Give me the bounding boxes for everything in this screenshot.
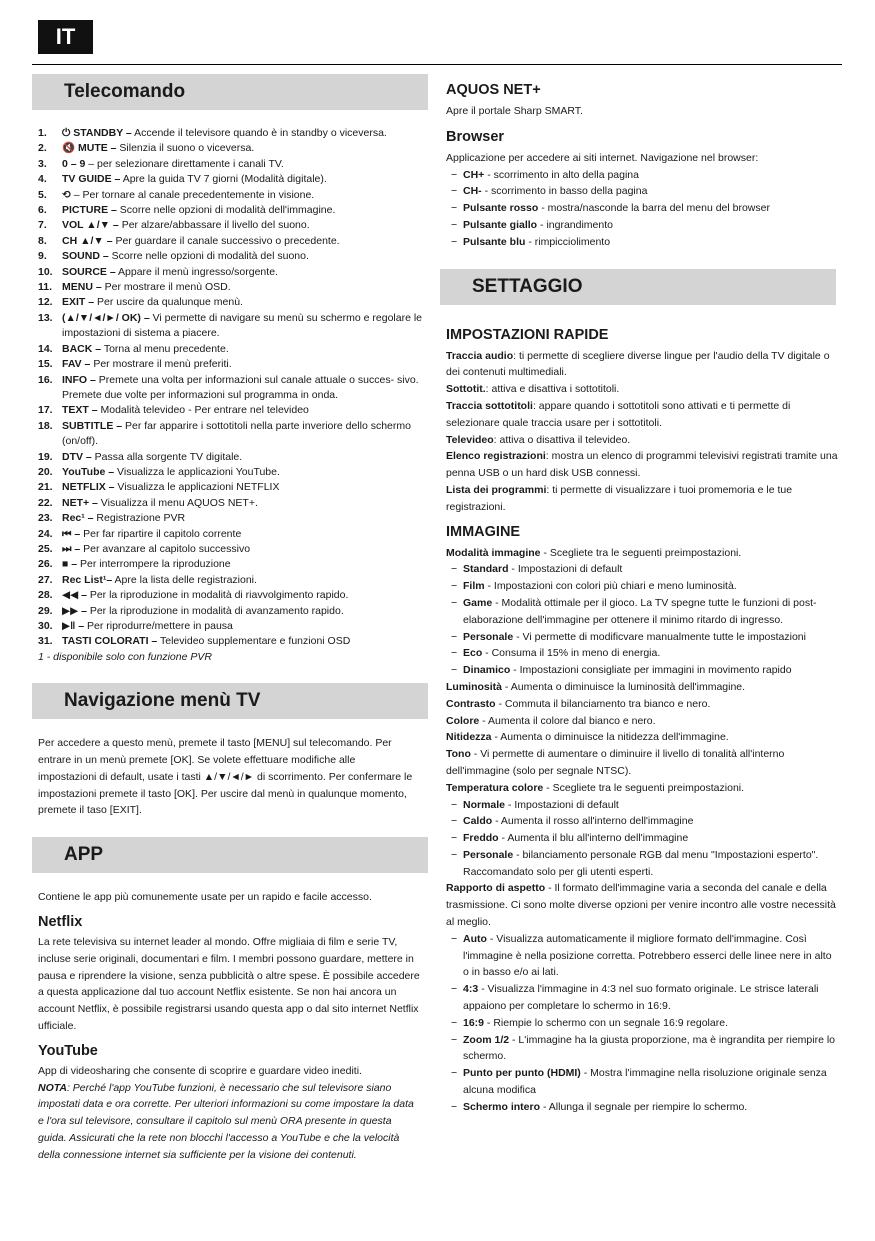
key-label: ⏮ – <box>62 527 81 540</box>
key-label: PICTURE – <box>62 204 117 217</box>
modalita-item-text: - Impostazioni con colori più chiari e meno luminosità. <box>484 580 737 593</box>
rapide-item-text: : attiva o disattiva il televideo. <box>493 433 631 446</box>
item-number: 28. <box>38 589 53 602</box>
immagine-heading: IMMAGINE <box>446 523 521 540</box>
browser-item-label: Pulsante rosso <box>463 202 539 215</box>
key-label: CH ▲/▼ – <box>62 234 113 247</box>
item-number: 27. <box>38 573 53 586</box>
item-number: 12. <box>38 296 53 309</box>
navigazione-title: Navigazione menù TV <box>64 690 261 712</box>
temperatura-item-label: Caldo <box>463 815 493 828</box>
browser-item <box>446 217 838 234</box>
remote-key-list <box>32 126 428 650</box>
key-description: Visualizza le applicazioni NETFLIX <box>114 481 280 494</box>
item-number: 15. <box>38 358 53 371</box>
item-number: 13. <box>38 311 53 324</box>
modalita-item-text: - Consuma il 15% in meno di energia. <box>482 647 661 660</box>
left-column <box>32 74 428 1164</box>
modalita-row: Modalità immagine - Scegliete tra le seguenti preimpostazioni. <box>446 546 742 559</box>
item-number: 19. <box>38 450 53 463</box>
modalita-item-label: Dinamico <box>463 664 511 677</box>
app-title: APP <box>64 844 104 866</box>
item-number: 1. <box>38 127 47 139</box>
remote-key-item <box>32 188 428 203</box>
modalita-list <box>446 561 838 679</box>
aspetto-item <box>446 1015 838 1032</box>
key-label: (▲/▼/◄/►/ OK) – <box>62 311 150 324</box>
item-number: 22. <box>38 496 53 509</box>
browser-item-text: - ingrandimento <box>537 218 613 231</box>
aspetto-item-label: 4:3 <box>463 983 479 996</box>
rapide-list <box>446 348 838 516</box>
key-description: Per far ripartire il capitolo corrente <box>80 527 242 540</box>
key-description: Per avanzare al capitolo successivo <box>80 542 251 555</box>
temperatura-item-text: - Aumenta il rosso all'interno dell'immagine <box>492 815 694 828</box>
item-number: 20. <box>38 465 53 478</box>
immagine-setting <box>446 780 838 797</box>
key-description: Televideo supplementare e funzioni OSD <box>157 635 351 648</box>
app-banner <box>32 837 428 873</box>
browser-item-text: - mostra/nasconde la barra del menu del browser <box>538 202 770 215</box>
browser-item-label: CH+ <box>463 168 485 181</box>
remote-key-item <box>32 496 428 511</box>
remote-key-item <box>32 249 428 264</box>
key-label: ⏻ STANDBY – <box>62 127 132 139</box>
rapide-item <box>446 398 838 432</box>
key-label: INFO – <box>62 373 96 386</box>
remote-key-item <box>32 311 428 342</box>
key-description: Visualizza il menu AQUOS NET+. <box>97 496 258 509</box>
rapide-item-label: Elenco registrazioni <box>446 450 546 463</box>
key-description: Per riprodurre/mettere in pausa <box>84 620 233 632</box>
aquos-heading: AQUOS NET+ <box>446 82 541 98</box>
key-description: Premete una volta per informazioni sul canale attuale o succes- sivo. Premete due volte per informazioni sul programma in onda. <box>62 373 419 401</box>
key-description: Per mostrare il menù preferiti. <box>90 358 232 371</box>
key-description: Scorre nelle opzioni di modalità dell'immagine. <box>116 204 336 217</box>
remote-key-item <box>32 557 428 572</box>
key-label: VOL ▲/▼ – <box>62 219 119 232</box>
browser-item <box>446 200 838 217</box>
modalita-item-text: - Vi permette di modificvare manualmente tutte le impostazioni <box>513 630 806 643</box>
immagine-rows <box>446 679 838 797</box>
immagine-setting-text: - Scegliete tra le seguenti preimpostazioni. <box>543 781 745 794</box>
remote-key-item <box>32 126 428 141</box>
rapide-item-text: : mostra un elenco di programmi televisivi registrati tramite una penna USB o un hard disk USB connessi. <box>446 450 838 480</box>
key-label: NETFLIX – <box>62 481 115 494</box>
temperatura-item-label: Personale <box>463 848 514 861</box>
modalita-item <box>446 561 838 578</box>
rapide-item-text: : attiva e disattiva i sottotitoli. <box>485 383 620 396</box>
rapide-item <box>446 482 838 516</box>
immagine-setting-text: - Aumenta o diminuisce la luminosità dell'immagine. <box>502 680 746 693</box>
aspetto-item <box>446 981 838 1015</box>
key-description: Passa alla sorgente TV digitale. <box>91 450 243 463</box>
aspetto-item <box>446 1065 838 1099</box>
browser-item-text: - rimpicciolimento <box>525 235 611 248</box>
item-number: 7. <box>38 219 47 232</box>
immagine-setting-label: Contrasto <box>446 697 496 710</box>
rapide-item-label: Traccia sottotitoli <box>446 399 533 412</box>
temperatura-item-text: - bilanciamento personale RGB dal menu "Impostazioni esperto". Raccomandato solo per gli utenti esperti. <box>463 848 819 878</box>
modalita-item <box>446 629 838 646</box>
right-column <box>446 80 838 1116</box>
remote-key-item <box>32 218 428 233</box>
remote-key-item <box>32 157 428 172</box>
aspetto-item-text: - Riempie lo schermo con un segnale 16:9 regolare. <box>484 1016 728 1029</box>
rapide-item-text: : ti permette di visualizzare i tuoi promemoria e le tue registrazioni. <box>446 483 793 513</box>
modalita-item-text: - Impostazioni di default <box>508 563 623 576</box>
remote-key-item <box>32 357 428 372</box>
key-label: SUBTITLE – <box>62 419 123 432</box>
key-label: DTV – <box>62 450 92 463</box>
remote-key-item <box>32 511 428 526</box>
browser-item-label: Pulsante giallo <box>463 218 538 231</box>
telecomando-banner <box>32 74 428 110</box>
immagine-setting <box>446 696 838 713</box>
item-number: 25. <box>38 542 53 555</box>
aspetto-row: Rapporto di aspetto - Il formato dell'immagine varia a seconda del canale e della trasmissione. Ci sono molte diverse opzioni per venire incontro alle vostre necessità al meglio. <box>446 882 836 929</box>
browser-heading: Browser <box>446 128 505 145</box>
key-label: TASTI COLORATI – <box>62 635 158 648</box>
immagine-setting-label: Luminosità <box>446 680 503 693</box>
immagine-setting <box>446 746 838 780</box>
rapide-heading: IMPOSTAZIONI RAPIDE <box>446 326 609 343</box>
aspetto-item-text: - Mostra l'immagine nella risoluzione originale senza alcuna modifica <box>463 1067 827 1097</box>
temperatura-item-text: - Impostazioni di default <box>505 798 619 811</box>
key-label: 🔇 MUTE – <box>62 142 117 155</box>
remote-key-item <box>32 234 428 249</box>
item-number: 26. <box>38 558 53 571</box>
item-number: 14. <box>38 342 53 355</box>
item-number: 3. <box>38 157 47 170</box>
key-label: FAV – <box>62 358 91 371</box>
rapide-item-text: : appare quando i sottotitoli sono attivati e ti permette di selezionare quale traccia usare per i sottotitoli. <box>446 399 791 429</box>
key-description: Per uscire da qualunque menù. <box>94 296 243 309</box>
immagine-setting-text: - Aumenta il colore dal bianco e nero. <box>479 714 656 727</box>
rapide-item-label: Lista dei programmi <box>446 483 547 496</box>
remote-key-item <box>32 280 428 295</box>
item-number: 2. <box>38 142 47 155</box>
key-label: YouTube – <box>62 465 115 478</box>
modalita-item <box>446 662 838 679</box>
remote-key-item <box>32 172 428 187</box>
key-label: Rec¹ – <box>62 512 94 525</box>
item-number: 10. <box>38 265 53 278</box>
immagine-setting-label: Temperatura colore <box>446 781 544 794</box>
browser-item <box>446 167 838 184</box>
aquos-text: Apre il portale Sharp SMART. <box>446 105 583 117</box>
key-description: Per la riproduzione in modalità di riavvolgimento rapido. <box>86 589 349 602</box>
aspetto-item <box>446 1032 838 1066</box>
modalita-item <box>446 595 838 629</box>
temperatura-item <box>446 797 838 814</box>
youtube-heading: YouTube <box>38 1042 98 1059</box>
immagine-setting-label: Nitidezza <box>446 731 492 744</box>
key-label: ⟲ <box>62 188 71 201</box>
aspetto-item-label: Zoom 1/2 <box>463 1033 510 1046</box>
item-number: 21. <box>38 481 53 494</box>
key-description: Modalità televideo - Per entrare nel televideo <box>97 404 309 417</box>
item-number: 18. <box>38 419 53 432</box>
aspetto-item-text: - Visualizza automaticamente il migliore formato dell'immagine. Così l'immagine è nella posizione corretta. Potrebbero esserci delle linee nere in alto o in basso e/o ai lati. <box>463 932 832 979</box>
key-label: TV GUIDE – <box>62 173 121 186</box>
remote-key-item <box>32 480 428 495</box>
remote-key-item <box>32 203 428 218</box>
key-description: – per selezionare direttamente i canali TV. <box>85 157 284 170</box>
key-label: Rec List¹– <box>62 573 113 586</box>
temperatura-item-label: Normale <box>463 798 506 811</box>
browser-item-text: - scorrimento in alto della pagina <box>484 168 639 181</box>
key-description: Silenzia il suono o viceversa. <box>116 142 255 155</box>
browser-item <box>446 183 838 200</box>
remote-key-item <box>32 450 428 465</box>
aspetto-item <box>446 1099 838 1116</box>
item-number: 5. <box>38 188 47 201</box>
remote-key-item <box>32 419 428 450</box>
temperatura-item-text: - Aumenta il blu all'interno dell'immagine <box>498 832 689 845</box>
key-description: – Per tornare al canale precedentemente in visione. <box>70 188 315 201</box>
key-description: Accende il televisore quando è in standby o viceversa. <box>131 127 387 139</box>
key-label: TEXT – <box>62 404 98 417</box>
browser-item <box>446 234 838 251</box>
modalita-item <box>446 645 838 662</box>
item-number: 23. <box>38 512 53 525</box>
key-description: Per far apparire i sottotitoli nella parte inveriore dello schermo (on/off). <box>62 419 411 448</box>
telecomando-title: Telecomando <box>64 81 186 102</box>
key-description: Torna al menu precedente. <box>101 342 229 355</box>
key-description: Per mostrare il menù OSD. <box>101 281 231 294</box>
immagine-setting-text: - Aumenta o diminuisce la nitidezza dell'immagine. <box>491 731 729 744</box>
aspetto-item-text: - Allunga il segnale per riempire lo schermo. <box>540 1100 748 1113</box>
modalita-item-label: Standard <box>463 563 509 576</box>
immagine-setting <box>446 713 838 730</box>
item-number: 17. <box>38 404 53 417</box>
key-description: Vi permette di navigare su menù su schermo e regolare le impostazioni di sistema a piacere. <box>62 311 423 340</box>
rapide-item-text: : ti permette di scegliere diverse lingue per l'audio della TV digitale o dei contenuti multimediali. <box>446 349 830 379</box>
key-label: EXIT – <box>62 296 95 309</box>
netflix-heading: Netflix <box>38 914 83 930</box>
navigazione-text: Per accedere a questo menù, premete il tasto [MENU] sul telecomando. Per entrare in un menù premete [OK]. Se volete effettuare modifiche alle impostazioni di default, usate i tasti ▲/▼/◄/► di scorrimento. Per confermare le impostazioni premete il tasto [OK]. Per uscire dal menù in qualunque momento, premete il taso [EXIT]. <box>38 737 413 817</box>
temperatura-item <box>446 830 838 847</box>
key-description: Appare il menù ingresso/sorgente. <box>115 265 278 278</box>
remote-key-item <box>32 295 428 310</box>
item-number: 29. <box>38 604 53 617</box>
key-label: MENU – <box>62 281 102 294</box>
remote-key-item <box>32 634 428 649</box>
item-number: 31. <box>38 635 53 648</box>
top-divider <box>32 64 842 65</box>
rapide-item-label: Televideo <box>446 433 494 446</box>
remote-key-item <box>32 527 428 542</box>
modalita-item-text: - Impostazioni consigliate per immagini in movimento rapido <box>510 664 792 677</box>
modalita-item-text: - Modalità ottimale per il gioco. La TV spegne tutte le funzioni di post-elaborazione dell'immagine per ottenere il minimo ritardo di ingresso. <box>463 596 817 626</box>
remote-key-item <box>32 373 428 404</box>
rapide-item-label: Traccia audio <box>446 349 514 362</box>
remote-key-item <box>32 342 428 357</box>
remote-key-item <box>32 588 428 603</box>
modalita-item-label: Film <box>463 580 485 593</box>
item-number: 4. <box>38 173 47 186</box>
immagine-setting-label: Colore <box>446 714 480 727</box>
remote-key-item <box>32 141 428 156</box>
key-description: Visualizza le applicazioni YouTube. <box>114 465 280 478</box>
key-description: Per alzare/abbassare il livello del suono. <box>118 219 310 232</box>
item-number: 6. <box>38 204 47 217</box>
modalita-item-label: Game <box>463 596 493 609</box>
item-number: 16. <box>38 373 53 386</box>
browser-item-label: Pulsante blu <box>463 235 526 248</box>
immagine-setting <box>446 729 838 746</box>
immagine-setting <box>446 679 838 696</box>
aspetto-list <box>446 931 838 1116</box>
remote-key-item <box>32 619 428 634</box>
rapide-item <box>446 348 838 382</box>
temperatura-item <box>446 813 838 830</box>
immagine-setting-label: Tono <box>446 748 471 761</box>
settaggio-banner <box>440 269 836 305</box>
key-description: Apre la lista delle registrazioni. <box>112 573 257 586</box>
temperatura-item-label: Freddo <box>463 832 499 845</box>
remote-key-item <box>32 542 428 557</box>
browser-item-text: - scorrimento in basso della pagina <box>481 185 648 198</box>
key-label: BACK – <box>62 342 102 355</box>
netflix-text: La rete televisiva su internet leader al mondo. Offre migliaia di film e serie TV, incluse serie originali, documentari e film. I membri possono guardare, mettere in pausa e riprendere la visione, senza pubblicità o altre spese. È possibile accedere a questa applicazione dal tuo account Netflix esistente. Se non hai ancora un account Netflix, è possibile registrarsi usando questa app o dal sito internet Netflix ufficiale. <box>38 936 420 1032</box>
youtube-text: App di videosharing che consente di scoprire e guardare video inediti. <box>38 1064 362 1077</box>
key-description: Per guardare il canale successivo o precedente. <box>112 234 340 247</box>
modalita-item-label: Personale <box>463 630 514 643</box>
remote-key-item <box>32 265 428 280</box>
key-label: NET+ – <box>62 496 98 509</box>
browser-item-label: CH- <box>463 185 482 198</box>
aspetto-item-label: Punto per punto (HDMI) <box>463 1067 581 1080</box>
aspetto-item-label: 16:9 <box>463 1016 485 1029</box>
key-description: Per interrompere la riproduzione <box>77 558 231 571</box>
temperatura-list <box>446 797 838 881</box>
immagine-setting-text: - Vi permette di aumentare o diminuire il livello di tonalità all'interno dell'immagine (solo per segnale NTSC). <box>446 748 785 777</box>
key-label: ■ – <box>62 558 78 571</box>
remote-key-item <box>32 403 428 418</box>
app-intro: Contiene le app più comunemente usate per un rapido e facile accesso. <box>38 891 372 904</box>
language-badge: IT <box>38 20 93 54</box>
rapide-item <box>446 381 838 398</box>
item-number: 30. <box>38 620 53 632</box>
rapide-item <box>446 448 838 482</box>
aspetto-item <box>446 931 838 981</box>
key-description: Per la riproduzione in modalità di avanzamento rapido. <box>86 604 344 617</box>
key-label: SOUND – <box>62 250 109 263</box>
key-label: ◀◀ – <box>62 589 87 602</box>
key-label: 0 – 9 <box>62 157 86 170</box>
item-number: 11. <box>38 281 53 294</box>
pvr-footnote: 1 - disponibile solo con funzione PVR <box>38 650 212 663</box>
key-description: Registrazione PVR <box>93 512 186 525</box>
browser-list <box>446 167 838 251</box>
rapide-item <box>446 432 838 449</box>
remote-key-item <box>32 573 428 588</box>
modalita-item-label: Eco <box>463 647 483 660</box>
note-text: : Perché l'app YouTube funzioni, è necessario che sul televisore siano impostati data e ora corrette. Per ulteriori informazioni su come impostare la data e l'ora sul televisore, consultare il capitolo sul menù ORA presente in questa guida. Assicurati che la rete non blocchi l'accesso a YouTube e che la velocità della connessione internet sia sufficiente per la visione dei contenuti. <box>38 1081 414 1161</box>
key-label: ▶‖ – <box>62 620 85 632</box>
item-number: 9. <box>38 250 47 263</box>
settaggio-title: SETTAGGIO <box>472 275 583 297</box>
rapide-item-label: Sottotit. <box>446 383 486 396</box>
remote-key-item <box>32 465 428 480</box>
item-number: 8. <box>38 234 47 247</box>
remote-key-item <box>32 604 428 619</box>
note-label: NOTA <box>38 1081 67 1094</box>
key-label: ▶▶ – <box>62 604 87 617</box>
key-label: SOURCE – <box>62 265 116 278</box>
aspetto-item-label: Schermo intero <box>463 1100 541 1113</box>
temperatura-item <box>446 847 838 881</box>
aspetto-item-label: Auto <box>463 932 487 945</box>
navigazione-banner <box>32 683 428 719</box>
browser-text: Applicazione per accedere ai siti internet. Navigazione nel browser: <box>446 151 759 164</box>
modalita-item <box>446 578 838 595</box>
youtube-note <box>38 1080 422 1164</box>
item-number: 24. <box>38 527 53 540</box>
immagine-setting-text: - Commuta il bilanciamento tra bianco e nero. <box>495 697 711 710</box>
key-description: Scorre nelle opzioni di modalità del suono. <box>108 250 309 263</box>
aspetto-item-text: - Visualizza l'immagine in 4:3 nel suo formato originale. Le strisce laterali appaiono per completare lo schermo in 16:9. <box>463 983 819 1013</box>
aspetto-item-text: - L'immagine ha la giusta proporzione, ma è ingrandita per riempire lo schermo. <box>463 1033 836 1063</box>
key-label: ⏭ – <box>62 542 81 555</box>
key-description: Apre la guida TV 7 giorni (Modalità digitale). <box>120 173 327 186</box>
